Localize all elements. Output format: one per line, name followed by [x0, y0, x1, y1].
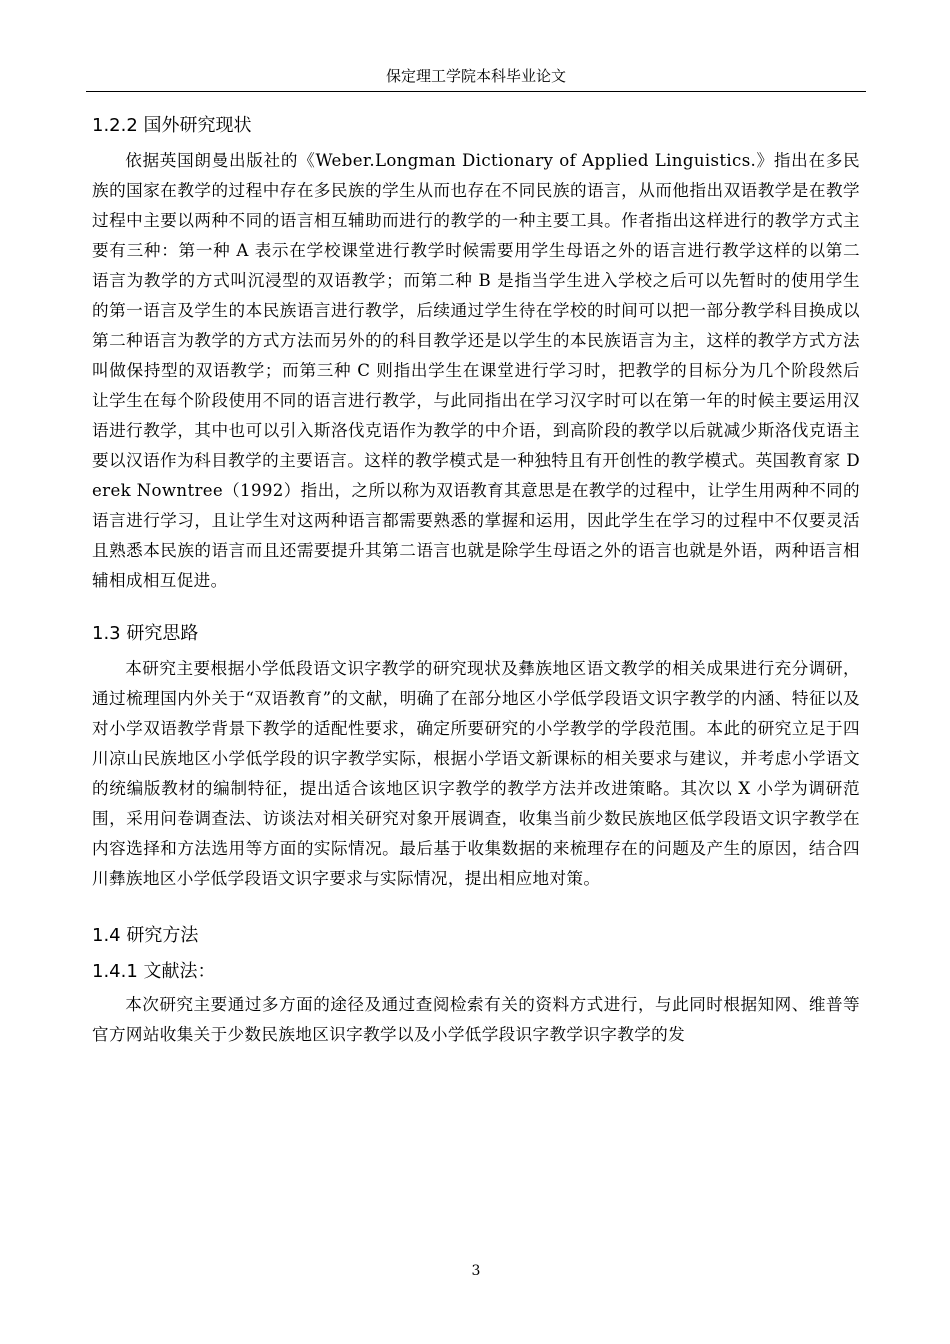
running-header: 保定理工学院本科毕业论文: [385, 67, 566, 85]
section-heading-1-4-1: 1.4.1 文献法：: [92, 961, 216, 982]
paragraph-foreign-research: 依据英国朗曼出版社的《Weber.Longman Dictionary of Applied Linguistics.》指出在多民族的国家在教学的过程中存在多民族的学生从而也存在不同民族的语言，从而他指出双语教学是在教学过程中主要以两种不同的语言相互辅助而进行的教学的一种主要工具。作者指出这样进行的教学方式主要有三种：第一种 A 表示在学校课堂进行教学时候需要用学生母语之外的语言进行教学这样的以第二语言为教学的方式叫沉浸型的双语教学；而第二种 B 是指当学生进入学校之后可以先暂时的使用学生的第一语言及学生的本民族语言进行教学，后续通过学生待在学校的时间可以把一部分教学科目换成以第二种语言为教学的方式方法而另外的的科目教学还是以学生的本民族语言为主，这样的教学方式方法叫做保持型的双语教学；而第三种 C 则指出学生在课堂进行学习时，把教学的目标分为几个阶段然后让学生在每个阶段使用不同的语言进行教学，与此同指出在学习汉字时可以在第一年的时候主要运用汉语进行教学，其中也可以引入斯洛伐克语作为教学的中介语，到高阶段的教学以后就减少斯洛伐克语主要以汉语作为科目教学的主要语言。这样的教学模式是一种独特且有开创性的教学模式。英国教育家 Derek Nowntree（1992）指出，之所以称为双语教育其意思是在教学的过程中，让学生用两种不同的语言进行学习，且让学生对这两种语言都需要熟悉的掌握和运用，因此学生在学习的过程中不仅要灵活且熟悉本民族的语言而且还需要提升其第二语言也就是除学生母语之外的语言也就是外语，两种语言相辅相成相互促进。: [92, 151, 860, 590]
page-body: [92, 114, 860, 1050]
section-heading-1-4: 1.4 研究方法: [92, 925, 199, 946]
page-number: 3: [471, 1263, 481, 1279]
paragraph-research-approach: 本研究主要根据小学低段语文识字教学的研究现状及彝族地区语文教学的相关成果进行充分调研，通过梳理国内外关于“双语教育”的文献，明确了在部分地区小学低学段语文识字教学的内涵、特征以及对小学双语教学背景下教学的适配性要求，确定所要研究的小学教学的学段范围。本此的研究立足于四川凉山民族地区小学低学段的识字教学实际，根据小学语文新课标的相关要求与建议，并考虑小学语文的统编版教材的编制特征，提出适合该地区识字教学的教学方法并改进策略。其次以 X 小学为调研范围，采用问卷调查法、访谈法对相关研究对象开展调查，收集当前少数民族地区低学段语文识字教学在内容选择和方法选用等方面的实际情况。最后基于收集数据的来梳理存在的问题及产生的原因，结合四川彝族地区小学低学段语文识字要求与实际情况，提出相应地对策。: [92, 659, 860, 888]
header-rule: [86, 91, 866, 92]
section-heading-1-2-2: 1.2.2 国外研究现状: [92, 115, 252, 136]
paragraph-literature-method: 本次研究主要通过多方面的途径及通过查阅检索有关的资料方式进行，与此同时根据知网、维普等官方网站收集关于少数民族地区识字教学以及小学低学段识字教学识字教学的发: [92, 995, 860, 1044]
section-heading-1-3: 1.3 研究思路: [92, 623, 199, 644]
